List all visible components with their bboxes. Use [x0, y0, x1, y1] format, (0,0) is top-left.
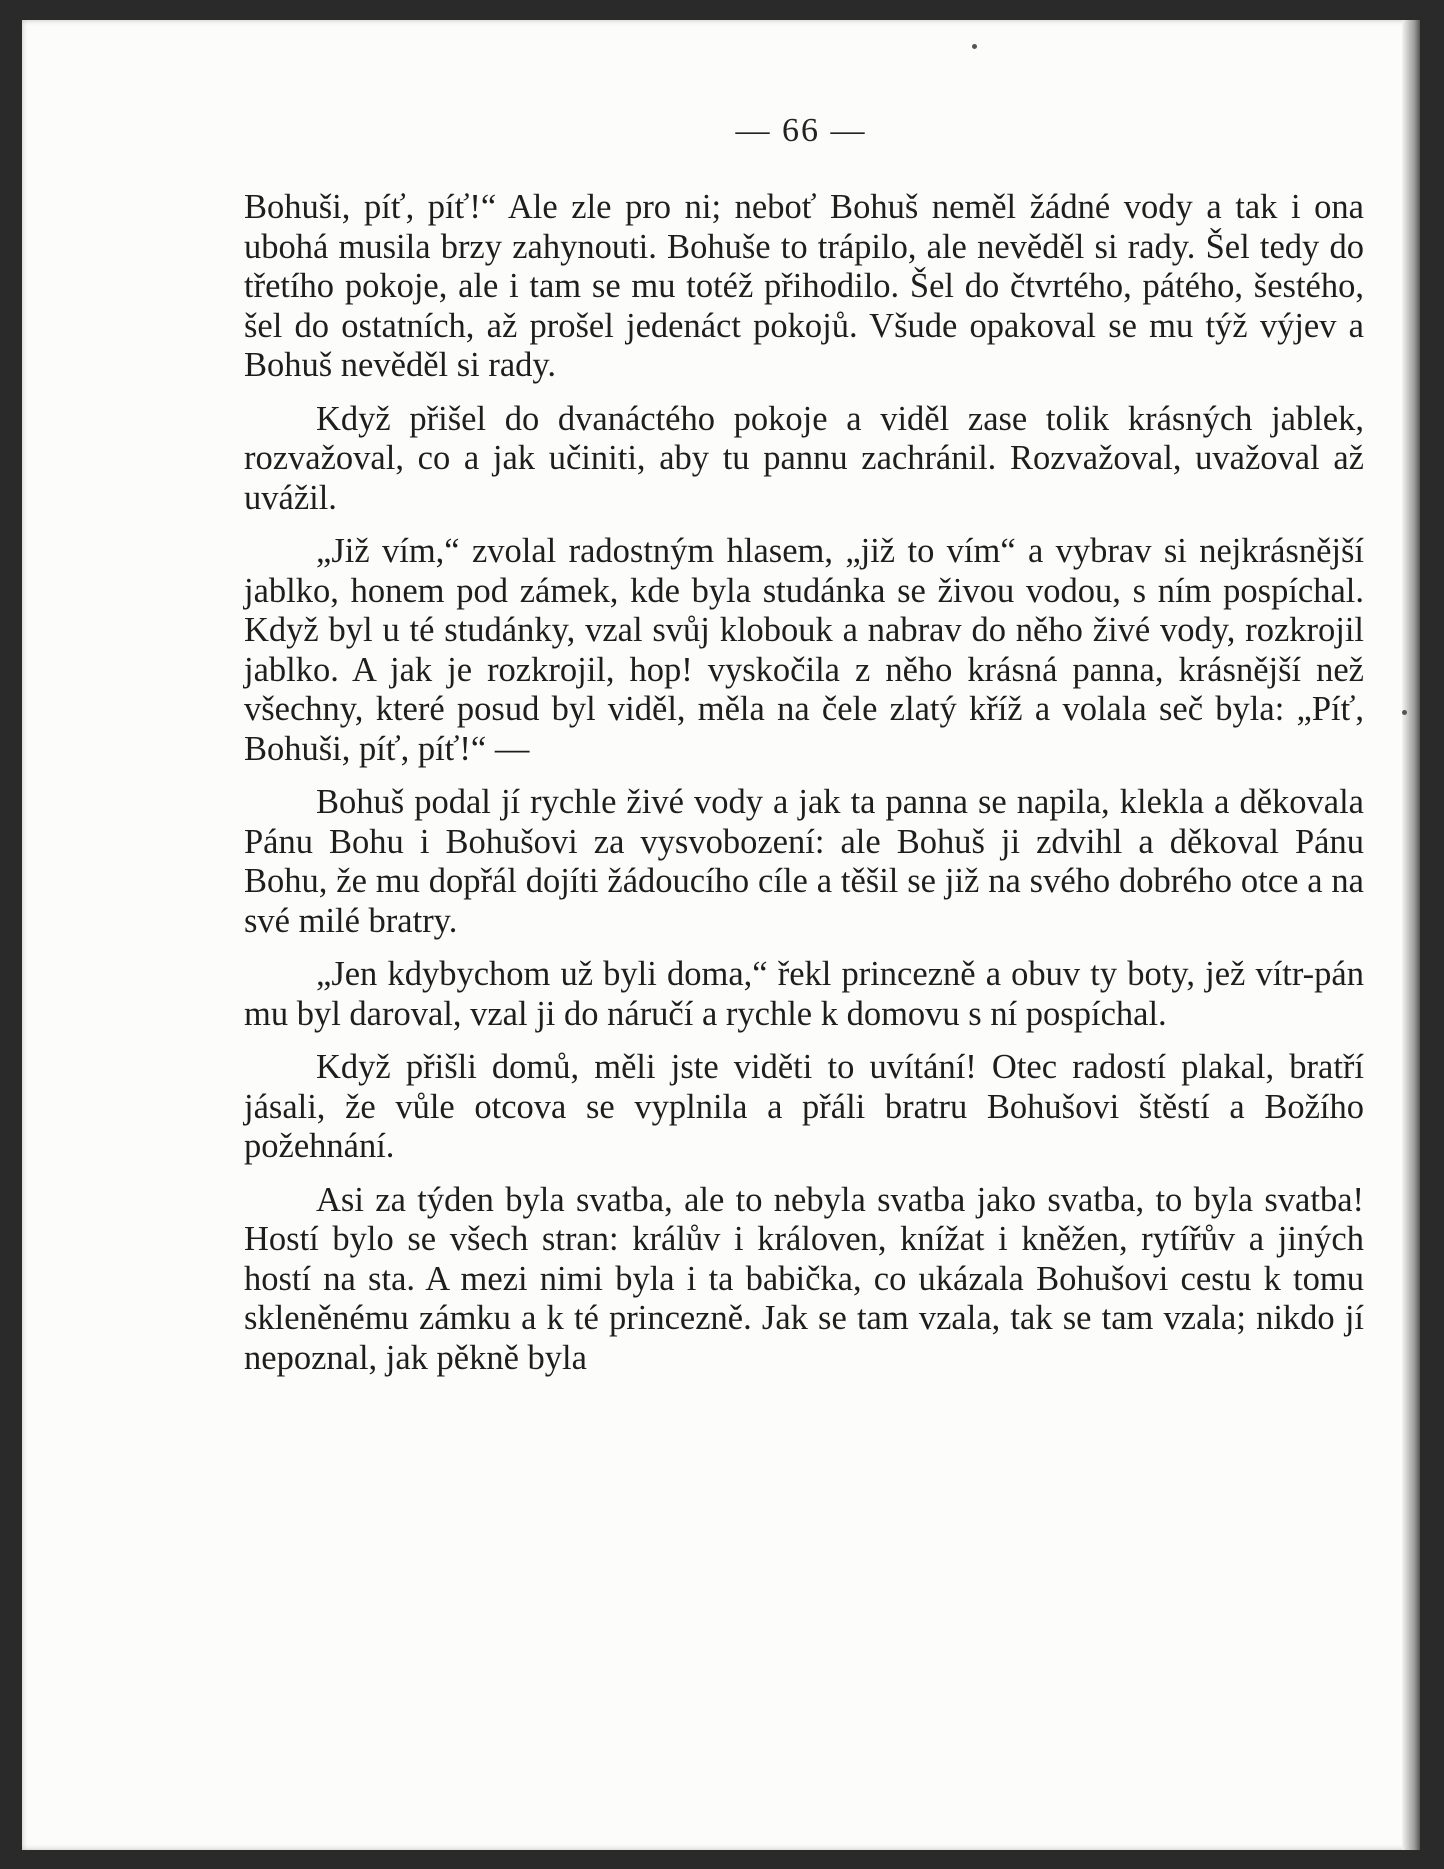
print-speck: [972, 44, 977, 49]
paragraph: „Již vím,“ zvolal radostným hlasem, „již to vím“ a vybrav si nejkrásnější jablko, honem pod zámek, kde byla studánka se živou vodou, s ním pospíchal. Když byl u té studánky, vzal svůj klobouk a nabrav do něho živé vody, rozkrojil jablko. A jak je rozkrojil, hop! vyskočila z něho krásná panna, krásnější než všechny, které posud byl viděl, měla na čele zlatý kříž a volala seč byla: „Píť, Bohuši, píť, píť!“ —: [244, 532, 1364, 768]
page-number: — 66 —: [735, 112, 867, 149]
paragraph: Asi za týden byla svatba, ale to nebyla svatba jako svatba, to byla svatba! Hostí bylo se všech stran: králův i královen, knížat i kněžen, rytířův a jiných hostí na sta. A mezi nimi byla i ta babička, co ukázala Bohušovi cestu k tomu skleněnému zámku a k té princezně. Jak se tam vzala, tak se tam vzala; nikdo jí nepoznal, jak pěkně byla: [244, 1180, 1364, 1377]
book-page: [22, 20, 1420, 1850]
paragraph: Když přišel do dvanáctého pokoje a viděl zase tolik krásných jablek, rozvažoval, co a jak učiniti, aby tu pannu zachránil. Rozvažoval, uvažoval až uvážil.: [244, 399, 1364, 517]
paragraph: Když přišli domů, měli jste viděti to uvítání! Otec radostí plakal, bratří jásali, že vůle otcova se vyplnila a přáli bratru Bohušovi štěstí a Božího požehnání.: [244, 1048, 1364, 1165]
paragraph: Bohuš podal jí rychle živé vody a jak ta panna se napila, klekla a děkovala Pánu Bohu i Bohušovi za vysvobození: ale Bohuš ji zdvihl a děkoval Pánu Bohu, že mu dopřál dojíti žádoucího cíle a těšil se již na svého dobrého otce a na své milé bratry.: [244, 783, 1364, 940]
paragraph: Bohuši, píť, píť!“ Ale zle pro ni; neboť Bohuš neměl žádné vody a tak i ona ubohá musila brzy zahynouti. Bohuše to trápilo, ale nevěděl si rady. Šel tedy do třetího pokoje, ale i tam se mu totéž přihodilo. Šel do čtvrtého, pátého, šestého, šel do ostatních, až prošel jedenáct pokojů. Všude opakoval se mu týž výjev a Bohuš nevěděl si rady.: [244, 188, 1364, 384]
body-text: [244, 188, 1364, 1392]
paragraph: „Jen kdybychom už byli doma,“ řekl princezně a obuv ty boty, jež vítr-pán mu byl daroval, vzal ji do náručí a rychle k domovu s ní pospíchal.: [244, 955, 1364, 1033]
print-speck: [1402, 710, 1407, 715]
page-edge-shadow: [1402, 20, 1420, 1850]
